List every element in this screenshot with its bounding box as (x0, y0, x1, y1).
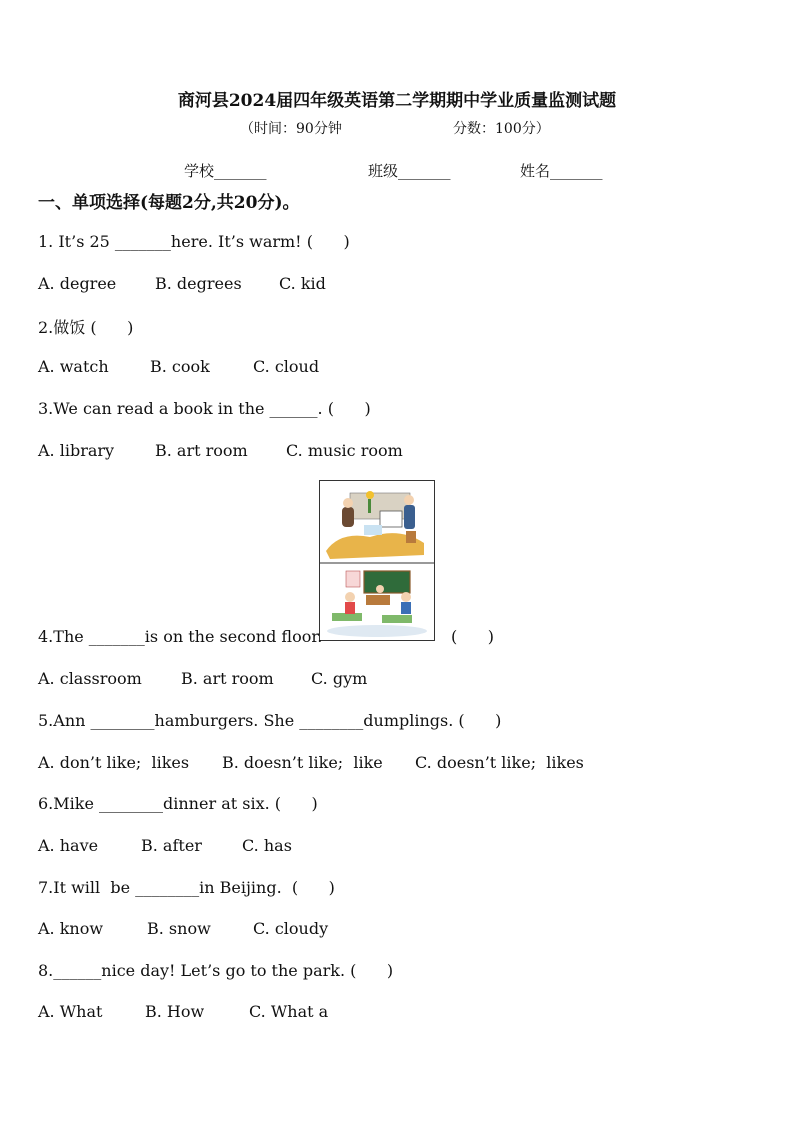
q8-option-a: A. What (38, 1002, 103, 1021)
question-2: 2.做饭 ( ) (38, 318, 134, 337)
class-field: 班级_______ (368, 162, 451, 180)
q3-option-c: C. music room (286, 441, 403, 460)
question-3: 3.We can read a book in the ______. ( ) (38, 399, 371, 418)
q6-option-a: A. have (38, 836, 99, 855)
q4-option-a: A. classroom (38, 669, 142, 688)
q1-option-c: C. kid (279, 274, 326, 293)
exam-time: （时间：90分钟 (240, 121, 342, 137)
school-field: 学校_______ (184, 162, 267, 180)
q5-option-b: B. doesn’t like; like (222, 753, 383, 772)
question-5: 5.Ann ________hamburgers. She ________dumplings. ( ) (38, 711, 502, 730)
q6-option-c: C. has (242, 836, 292, 855)
question-6: 6.Mike ________dinner at six. ( ) (38, 794, 318, 813)
q2-option-b: B. cook (150, 357, 210, 376)
q5-option-c: C. doesn’t like; likes (415, 753, 584, 772)
page-title: 商河县2024届四年级英语第二学期期中学业质量监测试题 (177, 91, 617, 111)
q8-option-c: C. What a (249, 1002, 329, 1021)
question-7: 7.It will be ________in Beijing. ( ) (38, 878, 335, 897)
q6-option-b: B. after (141, 836, 202, 855)
q4-option-b: B. art room (181, 669, 274, 688)
q3-option-a: A. library (38, 441, 115, 460)
art-room-picture (320, 481, 434, 563)
floor-plan-illustration (319, 480, 435, 641)
q7-option-a: A. know (38, 919, 104, 938)
q4-option-c: C. gym (311, 669, 368, 688)
q4-answer-paren: ( ) (451, 627, 494, 646)
question-8: 8.______nice day! Let’s go to the park. ( ) (38, 961, 394, 980)
q7-option-b: B. snow (147, 919, 211, 938)
question-4: 4.The _______is on the second floor. (38, 627, 323, 646)
name-field: 姓名_______ (520, 162, 603, 180)
question-1: 1. It’s 25 _______here. It’s warm! ( ) (38, 232, 350, 251)
exam-score: 分数：100分） (453, 121, 550, 137)
section-heading: 一、单项选择(每题2分,共20分)。 (38, 193, 300, 213)
q5-option-a: A. don’t like; likes (38, 753, 190, 772)
q1-option-b: B. degrees (155, 274, 242, 293)
q1-option-a: A. degree (38, 274, 117, 293)
q2-option-c: C. cloud (253, 357, 320, 376)
classroom-picture (320, 564, 434, 640)
q3-option-b: B. art room (155, 441, 248, 460)
q8-option-b: B. How (145, 1002, 205, 1021)
q2-option-a: A. watch (38, 357, 109, 376)
q7-option-c: C. cloudy (253, 919, 329, 938)
